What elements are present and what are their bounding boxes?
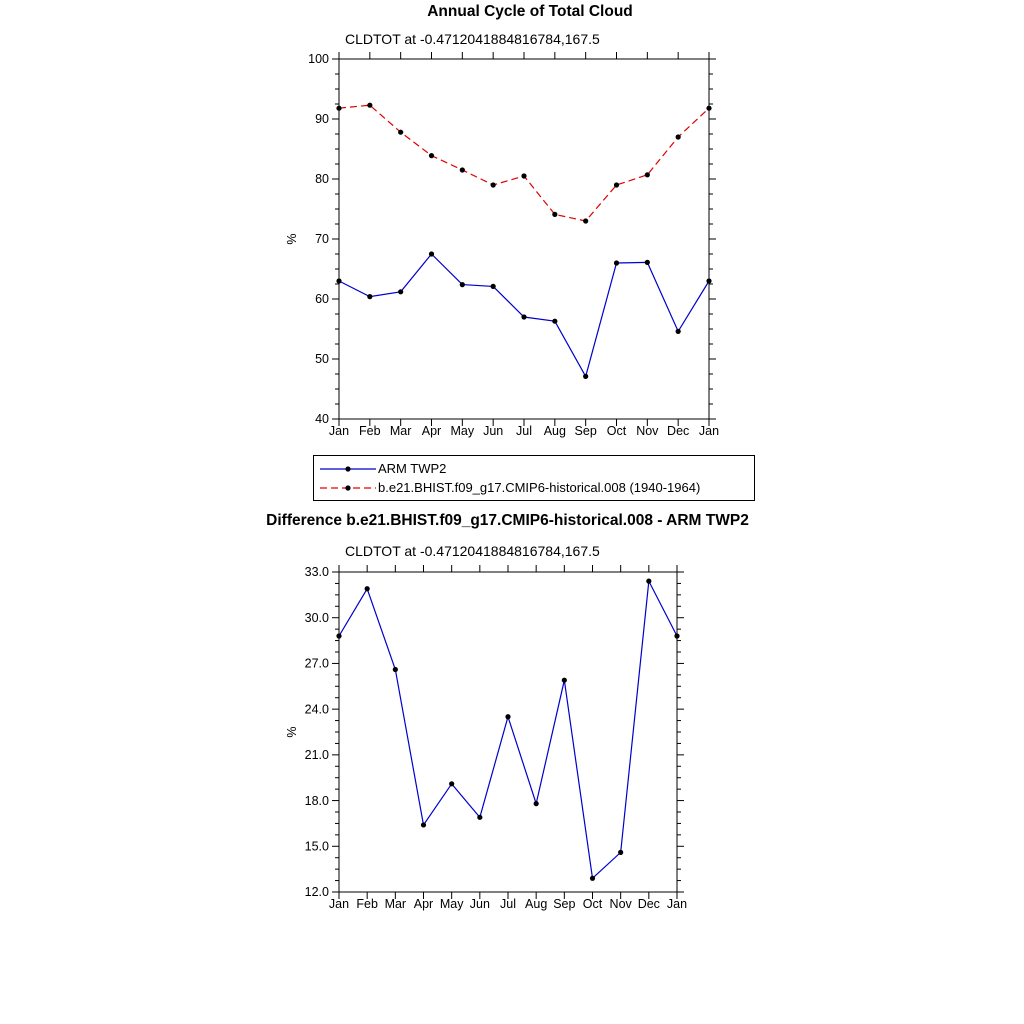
x-axis-tick-label: Dec: [637, 897, 660, 911]
y-axis-tick-label: 70: [315, 232, 329, 247]
y-axis-tick-label: 30.0: [304, 610, 329, 625]
y-axis-tick-label: 40: [315, 412, 329, 427]
x-axis-tick-label: Aug: [525, 897, 548, 911]
legend-entry: [319, 459, 749, 478]
bottom-chart-title: Difference b.e21.BHIST.f09_g17.CMIP6-historical.008 - ARM TWP2: [266, 512, 749, 529]
legend: [313, 455, 755, 501]
data-point-marker: [552, 319, 557, 324]
data-point-marker: [645, 260, 650, 265]
x-axis-tick-label: Mar: [389, 424, 412, 438]
y-axis-tick-label: 24.0: [304, 702, 329, 717]
data-point-marker: [336, 106, 341, 111]
data-point-marker: [590, 876, 595, 881]
data-point-marker: [491, 284, 496, 289]
series-line: [339, 581, 677, 878]
data-point-marker: [398, 130, 403, 135]
data-point-marker: [429, 251, 434, 256]
y-axis-tick-label: 21.0: [304, 748, 329, 763]
x-axis-tick-label: Oct: [582, 897, 603, 911]
data-point-marker: [398, 289, 403, 294]
series-line: [339, 105, 709, 221]
data-point-marker: [521, 173, 526, 178]
x-axis-tick-label: Jun: [483, 424, 504, 438]
y-axis-tick-label: 90: [315, 112, 329, 127]
legend-marker: [345, 485, 350, 490]
data-point-marker: [336, 278, 341, 283]
top-chart-plot: [280, 48, 750, 450]
x-axis-tick-label: Jul: [500, 897, 516, 911]
legend-line-sample: [319, 481, 377, 495]
data-point-marker: [706, 278, 711, 283]
legend-label: ARM TWP2: [378, 461, 447, 476]
data-point-marker: [562, 678, 567, 683]
data-point-marker: [460, 167, 465, 172]
y-axis-label: %: [285, 726, 299, 738]
data-point-marker: [583, 374, 588, 379]
legend-marker: [345, 466, 350, 471]
plot-frame: [339, 59, 709, 419]
x-axis-tick-label: Apr: [413, 897, 434, 911]
y-axis-tick-label: 60: [315, 292, 329, 307]
y-axis-tick-label: 12.0: [304, 885, 329, 900]
y-axis-tick-label: 80: [315, 172, 329, 187]
x-axis-tick-label: Nov: [636, 424, 659, 438]
x-axis-tick-label: Aug: [543, 424, 566, 438]
data-point-marker: [449, 781, 454, 786]
data-point-marker: [365, 586, 370, 591]
data-point-marker: [614, 260, 619, 265]
data-point-marker: [367, 103, 372, 108]
data-point-marker: [618, 850, 623, 855]
x-axis-tick-label: Jan: [328, 424, 350, 438]
data-point-marker: [477, 815, 482, 820]
data-point-marker: [505, 714, 510, 719]
x-axis-tick-label: Feb: [359, 424, 381, 438]
bottom-chart-subtitle: CLDTOT at -0.4712041884816784,167.5: [345, 543, 600, 559]
x-axis-tick-label: Jun: [469, 897, 490, 911]
x-axis-tick-label: May: [450, 424, 475, 438]
x-axis-tick-label: Feb: [356, 897, 378, 911]
x-axis-tick-label: Sep: [574, 424, 597, 438]
data-point-marker: [645, 172, 650, 177]
data-point-marker: [552, 212, 557, 217]
x-axis-tick-label: Jul: [516, 424, 532, 438]
data-point-marker: [460, 282, 465, 287]
x-axis-tick-label: Oct: [606, 424, 627, 438]
data-point-marker: [429, 153, 434, 158]
x-axis-tick-label: Apr: [421, 424, 442, 438]
top-chart-subtitle: CLDTOT at -0.4712041884816784,167.5: [345, 31, 600, 47]
data-point-marker: [421, 822, 426, 827]
data-point-marker: [336, 633, 341, 638]
y-axis-tick-label: 50: [315, 352, 329, 367]
x-axis-tick-label: Jan: [666, 897, 688, 911]
x-axis-tick-label: Nov: [609, 897, 632, 911]
y-axis-tick-label: 15.0: [304, 839, 329, 854]
x-axis-tick-label: Jan: [698, 424, 720, 438]
data-point-marker: [491, 182, 496, 187]
x-axis-tick-label: Jan: [328, 897, 350, 911]
x-axis-tick-label: Dec: [667, 424, 690, 438]
plot-frame: [339, 572, 677, 892]
data-point-marker: [583, 218, 588, 223]
data-point-marker: [676, 134, 681, 139]
data-point-marker: [521, 314, 526, 319]
data-point-marker: [674, 633, 679, 638]
x-axis-tick-label: Mar: [384, 897, 407, 911]
data-point-marker: [676, 329, 681, 334]
data-point-marker: [393, 667, 398, 672]
y-axis-tick-label: 27.0: [304, 656, 329, 671]
data-point-marker: [614, 182, 619, 187]
legend-entry: [319, 478, 749, 497]
y-axis-label: %: [285, 233, 299, 245]
legend-label: b.e21.BHIST.f09_g17.CMIP6-historical.008 (1940-1964): [378, 480, 701, 495]
x-axis-tick-label: May: [439, 897, 464, 911]
y-axis-tick-label: 100: [308, 52, 329, 67]
y-axis-tick-label: 33.0: [304, 565, 329, 580]
data-point-marker: [367, 294, 372, 299]
data-point-marker: [706, 106, 711, 111]
y-axis-tick-label: 18.0: [304, 793, 329, 808]
data-point-marker: [534, 801, 539, 806]
bottom-chart-plot: [280, 560, 720, 926]
legend-line-sample: [319, 462, 377, 476]
data-point-marker: [646, 579, 651, 584]
top-chart-title: Annual Cycle of Total Cloud: [427, 3, 633, 20]
x-axis-tick-label: Sep: [553, 897, 576, 911]
